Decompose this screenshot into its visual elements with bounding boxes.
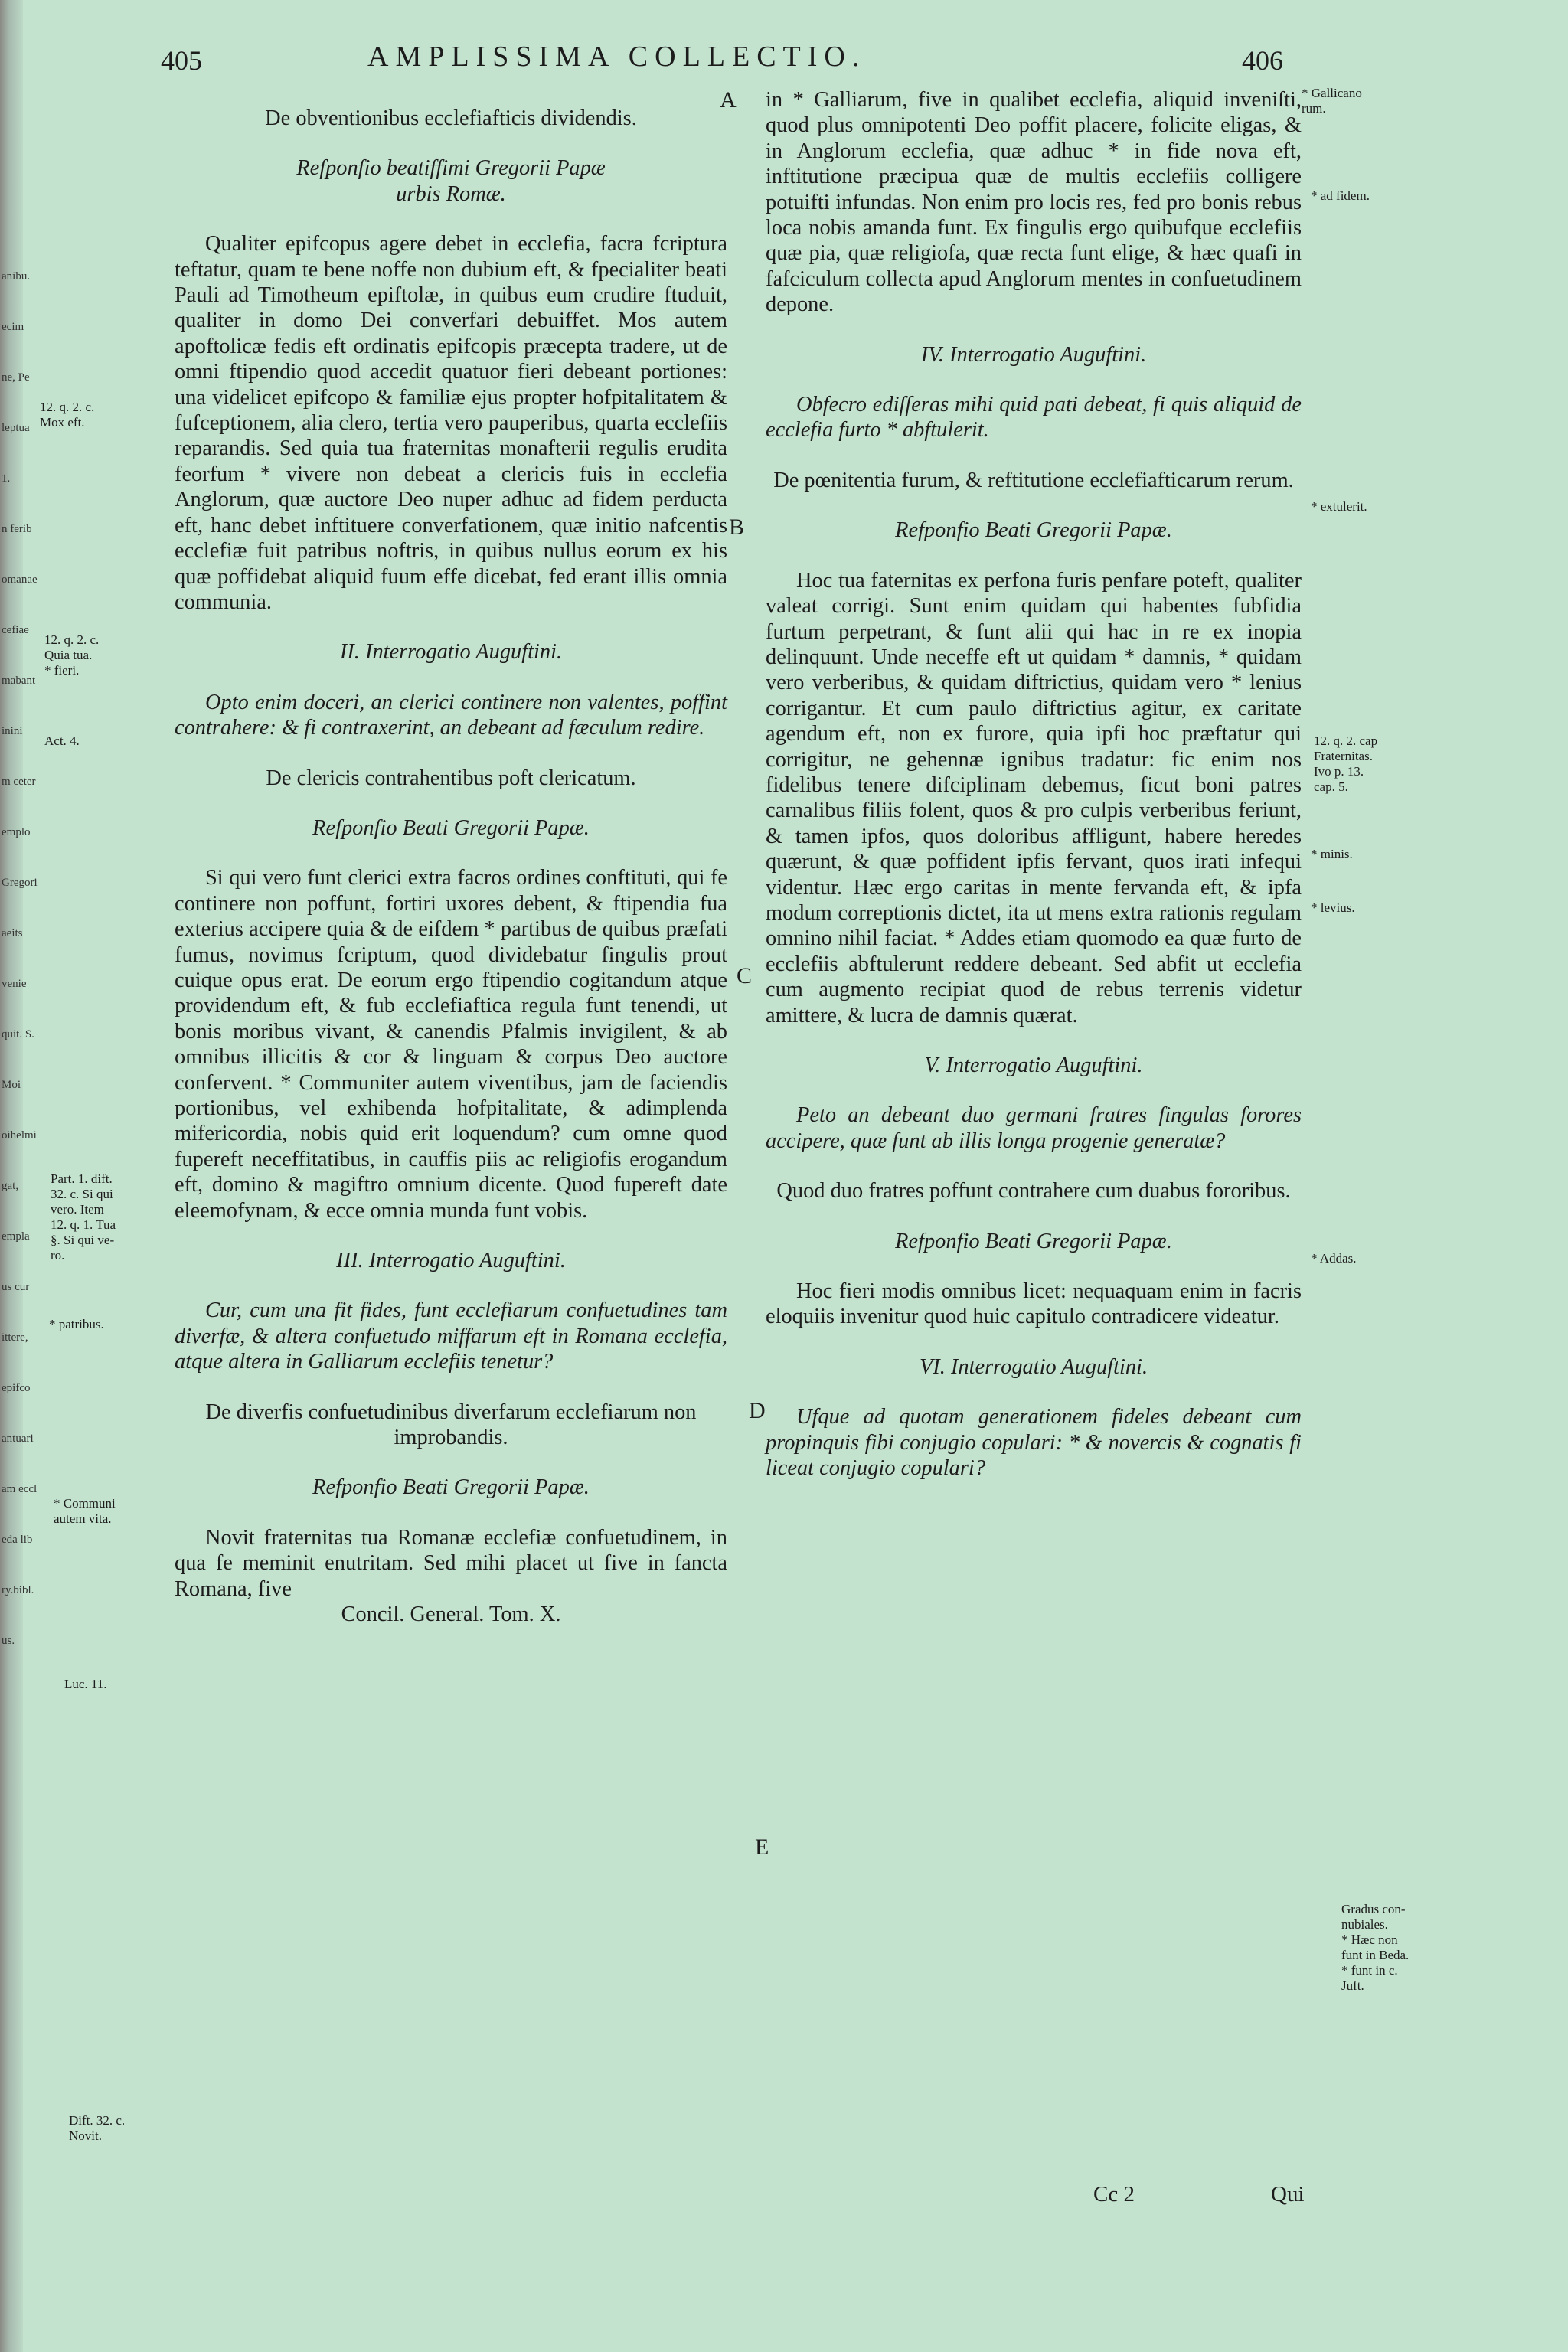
spacer — [766, 1254, 1302, 1279]
gutter-fragment: emplo — [2, 826, 31, 838]
gutter-fragment: omanae — [2, 573, 38, 586]
paragraph: Hoc fieri modis omnibus licet: nequaquam enim in facris eloquiis invenitur quod huic capitulo contradicere videatur. — [766, 1279, 1302, 1329]
section-heading: De obventionibus ecclefiafticis dividendis. — [265, 106, 637, 130]
spacer — [766, 1028, 1302, 1053]
section-heading: Refponfio beatiffimi Gregorii Papæ — [296, 156, 606, 181]
paragraph: Obfecro ediſſeras mihi quid pati debeat, fi quis aliquid de ecclefia furto * abftulerit. — [766, 393, 1302, 443]
gutter-fragment: aeits — [2, 927, 23, 939]
running-title: AMPLISSIMA COLLECTIO. — [368, 41, 867, 73]
section-heading: De clericis contrahentibus poft clericatum. — [266, 766, 636, 790]
gutter-fragment: Gregori — [2, 877, 38, 889]
gutter-fragment: 1. — [2, 472, 11, 485]
section-heading: IV. Interrogatio Auguftini. — [920, 342, 1147, 367]
spacer — [175, 665, 727, 690]
right-text-column — [766, 87, 1302, 1481]
section-heading: III. Interrogatio Auguftini. — [336, 1249, 566, 1273]
spacer — [175, 1375, 727, 1400]
gutter-fragment: venie — [2, 978, 27, 990]
left-margin-note: * Communi autem vita. — [54, 1496, 116, 1526]
left-page-number: 405 — [161, 45, 202, 76]
paragraph: Opto enim doceri, an clerici continere non valentes, poffint contrahere: & fi contraxerint, an debeant ad fæculum redire. — [175, 690, 727, 740]
spacer — [766, 368, 1302, 392]
spacer — [766, 1078, 1302, 1102]
paragraph: Si qui vero funt clerici extra facros ordines conftituti, qui fe continere non poffunt, fortiri uxores debent, & ftipendia fua exterius accipere quia & de eifdem * partibus de quibus præfati fumus, novimus fcriptum, quod dividebatur fingulis prout cuique opus erat. De eorum ergo ftipendio cogitandum atque providendum eft, & fub ecclefiaftica regula funt tenendi, ut bonis moribus vivant, & canendis Pfalmis invigilent, & ab omnibus illicitis & cor & linguam & corpus Deo auctore confervent. * Communiter autem viventibus, jam de faciendis portionibus, vel exhibenda hofpitalitate, & adimplenda mifericordia, nobis quid erit loquendum? cum omne quod fupereft neceffitatibus, in cauffis piis ac religiofis erogandum eft, domino & magiftro omnium dicente. Quod fupereft date eleemofynam, & ecce omnia munda funt vobis. — [175, 866, 727, 1223]
gutter-fragment: us. — [2, 1635, 15, 1647]
gutter-fragment: empla — [2, 1230, 30, 1243]
gutter-fragment: quit. S. — [2, 1028, 34, 1040]
section-letter: A — [720, 87, 737, 113]
right-margin-note: * Gallicano rum. — [1302, 86, 1362, 116]
right-margin-note: 12. q. 2. cap Fraternitas. Ivo p. 13. cap. 5. — [1314, 733, 1378, 794]
left-margin-note: Part. 1. dift. 32. c. Si qui vero. Item 12. q. 1. Tua §. Si qui ve- ro. — [51, 1171, 116, 1263]
gutter-fragment: leptua — [2, 422, 30, 434]
right-margin-note: Gradus con- nubiales. * Hæc non funt in Beda. * funt in c. Juft. — [1341, 1902, 1410, 1993]
section-heading: Refponfio Beati Gregorii Papæ. — [312, 815, 590, 840]
spacer — [175, 1450, 727, 1475]
spacer — [175, 841, 727, 865]
section-heading: Refponfio Beati Gregorii Papæ. — [895, 518, 1172, 543]
facing-page-gutter — [0, 0, 38, 2352]
gutter-fragment: inini — [2, 725, 23, 737]
left-margin-note: Act. 4. — [44, 733, 80, 748]
spacer — [766, 1380, 1302, 1404]
gutter-fragment: ittere, — [2, 1331, 28, 1344]
spacer — [766, 1204, 1302, 1229]
left-margin-note: Luc. 11. — [64, 1677, 107, 1691]
paragraph: Peto an debeant duo germani fratres fingulas forores accipere, quæ funt ab illis longa progenie generatæ? — [766, 1103, 1302, 1153]
section-heading: II. Interrogatio Auguftini. — [339, 640, 563, 665]
right-margin-note: * ad fidem. — [1311, 188, 1370, 203]
left-margin-note: * patribus. — [49, 1317, 104, 1331]
spacer — [175, 1223, 727, 1248]
spacer — [766, 493, 1302, 518]
gutter-fragment: eda lib — [2, 1534, 33, 1546]
paragraph: Cur, cum una fit fides, funt ecclefiarum confuetudines tam diverfæ, & altera confuetudo miffarum eft in Romana ecclefia, atque altera in Galliarum ecclefiis tenetur? — [175, 1298, 727, 1374]
spacer — [175, 615, 727, 639]
right-margin-note: * levius. — [1311, 900, 1355, 915]
section-letter: B — [729, 514, 745, 540]
gutter-fragment: us cur — [2, 1281, 30, 1293]
section-heading: urbis Romæ. — [396, 181, 506, 206]
gutter-fragment: ne, Pe — [2, 371, 30, 384]
spacer — [766, 1330, 1302, 1354]
gutter-fragment: ecim — [2, 321, 24, 333]
gutter-fragment: gat, — [2, 1180, 19, 1192]
gutter-fragment: Moi — [2, 1079, 21, 1091]
gutter-fragment: cefiae — [2, 624, 29, 636]
paragraph: Hoc tua faternitas ex perfona furis penfare poteft, qualiter valeat corrigi. Sunt enim quidam qui habentes fubfidia furtum perpetrant, & funt alii qui hac in re ex inopia delinquunt. Unde neceffe eft ut quidam * damnis, * quidam vero verberibus, & quidam diftrictius, quidam vero * lenius corrigantur. Et cum paulo diftrictius agitur, ex caritate agendum eft, non ex furore, quia ipfi hoc præftatur qui corrigitur, ne gehennæ ignibus tradatur: fic enim nos fidelibus tenere difciplinam debemus, ficut boni patres carnalibus filiis folent, quos & pro culpis verberibus feriunt, & tamen ipfos, quos doloribus affligunt, habere heredes quærunt, & quæ poffident ipfis fervant, quos irati infequi videntur. Hæc ergo caritas in mente fervanda eft, & ipfa modum correptionis dictet, ita ut mens extra rationis regulam omnino nihil faciat. * Addes etiam quomodo ea quæ furto de ecclefiis abftulerunt reddere debeant. Sed abfit ut ecclefia cum augmento recipiat quod de rebus terrenis videtur amittere, & lucra de damnis quærat. — [766, 568, 1302, 1027]
spacer — [766, 443, 1302, 468]
section-letter: C — [737, 963, 753, 988]
spacer — [175, 1501, 727, 1525]
gutter-fragment: anibu. — [2, 270, 31, 283]
section-heading: Refponfio Beati Gregorii Papæ. — [895, 1229, 1172, 1253]
gutter-fragment: epifco — [2, 1382, 31, 1394]
gutter-fragment: antuari — [2, 1432, 34, 1445]
left-text-column — [175, 106, 727, 1628]
right-margin-note: * extulerit. — [1311, 499, 1367, 514]
section-heading: Refponfio Beati Gregorii Papæ. — [312, 1475, 590, 1500]
left-margin-note: 12. q. 2. c. Mox eft. — [40, 400, 95, 430]
left-margin-note: Dift. 32. c. Novit. — [69, 2113, 126, 2143]
section-letter: D — [749, 1398, 766, 1423]
section-heading: Concil. General. Tom. X. — [341, 1602, 561, 1627]
left-margin-note: 12. q. 2. c. Quia tua. * fieri. — [44, 632, 100, 678]
gutter-fragment: mabant — [2, 675, 36, 687]
paragraph: Novit fraternitas tua Romanæ ecclefiæ confuetudinem, in qua fe meminit enutritam. Sed mihi placet ut five in fancta Romana, five — [175, 1525, 727, 1601]
paragraph: Qualiter epifcopus agere debet in ecclefia, facra fcriptura teftatur, quam te bene noffe non dubium eft, & fpecialiter beati Pauli ad Timotheum epiftolæ, in quibus eum crudire ftuduit, qualiter in domo Dei converfari debuiffet. Mos autem apoftolicæ fedis eft ordinatis epifcopis præcepta tradere, ut de omni ftipendio quod accedit quatuor fieri debeant portiones: una videlicet epifcopo & familiæ ejus propter hofpitalitatem & fufceptionem, alia clero, tertia vero pauperibus, quarta ecclefiis reparandis. Sed quia tua fraternitas monafterii regulis erudita feorfum * vivere non debeat a clericis fuis in ecclefia Anglorum, quæ auctore Deo nuper adhuc ad fidem perducta eft, hanc debet inftituere converfationem, quæ initio nafcentis ecclefiæ fuit patribus noftris, in quibus nullus eorum ex his quæ poffidebat aliquid fuum effe dicebat, fed erant illis omnia communia. — [175, 232, 727, 614]
spacer — [175, 741, 727, 766]
spacer — [175, 131, 727, 155]
section-heading: VI. Interrogatio Auguftini. — [919, 1354, 1148, 1379]
spacer — [766, 318, 1302, 342]
spacer — [175, 207, 727, 231]
section-letter: E — [755, 1834, 769, 1860]
section-heading: De pœnitentia furum, & reftitutione ecclefiafticarum rerum. — [773, 468, 1294, 492]
paragraph: in * Galliarum, five in qualibet ecclefia, aliquid inveniſti, quod plus omnipotenti Deo poffit placere, folicite eligas, & in Anglorum ecclefia, quæ adhuc * in fide nova eft, inftitutione præcipua quæ de multis ecclefiis colligere potuifti infundas. Non enim pro locis res, fed pro bonis rebus loca nobis amanda funt. Ex fingulis ergo quibufque ecclefiis quæ pia, quæ religiofa, quæ recta funt elige, & hæc quafi in fafciculum collecta apud Anglorum mentes in confuetudinem depone. — [766, 88, 1302, 317]
gutter-fragment: n ferib — [2, 523, 32, 535]
paragraph: Ufque ad quotam generationem fideles debeant cum propinquis fibi conjugio copulari: * & novercis & cognatis fi liceat conjugio copulari? — [766, 1405, 1302, 1481]
spacer — [766, 1154, 1302, 1178]
gutter-fragment: oihelmi — [2, 1129, 37, 1142]
gutter-fragment: m ceter — [2, 776, 36, 788]
right-margin-note: * minis. — [1311, 847, 1353, 861]
section-heading: Quod duo fratres poffunt contrahere cum duabus fororibus. — [776, 1179, 1291, 1204]
right-margin-note: * Addas. — [1311, 1251, 1357, 1266]
section-heading: De diverfis confuetudinibus diverfarum ecclefiarum non improbandis. — [205, 1400, 697, 1450]
spacer — [175, 1273, 727, 1298]
catchword: Qui — [1271, 2182, 1305, 2207]
gutter-fragment: am eccl — [2, 1483, 38, 1495]
gutter-fragment: ry.bibl. — [2, 1584, 34, 1596]
spacer — [175, 791, 727, 815]
section-heading: V. Interrogatio Auguftini. — [924, 1054, 1143, 1077]
signature-mark: Cc 2 — [1093, 2182, 1135, 2207]
spacer — [766, 544, 1302, 568]
right-page-number: 406 — [1242, 45, 1283, 76]
